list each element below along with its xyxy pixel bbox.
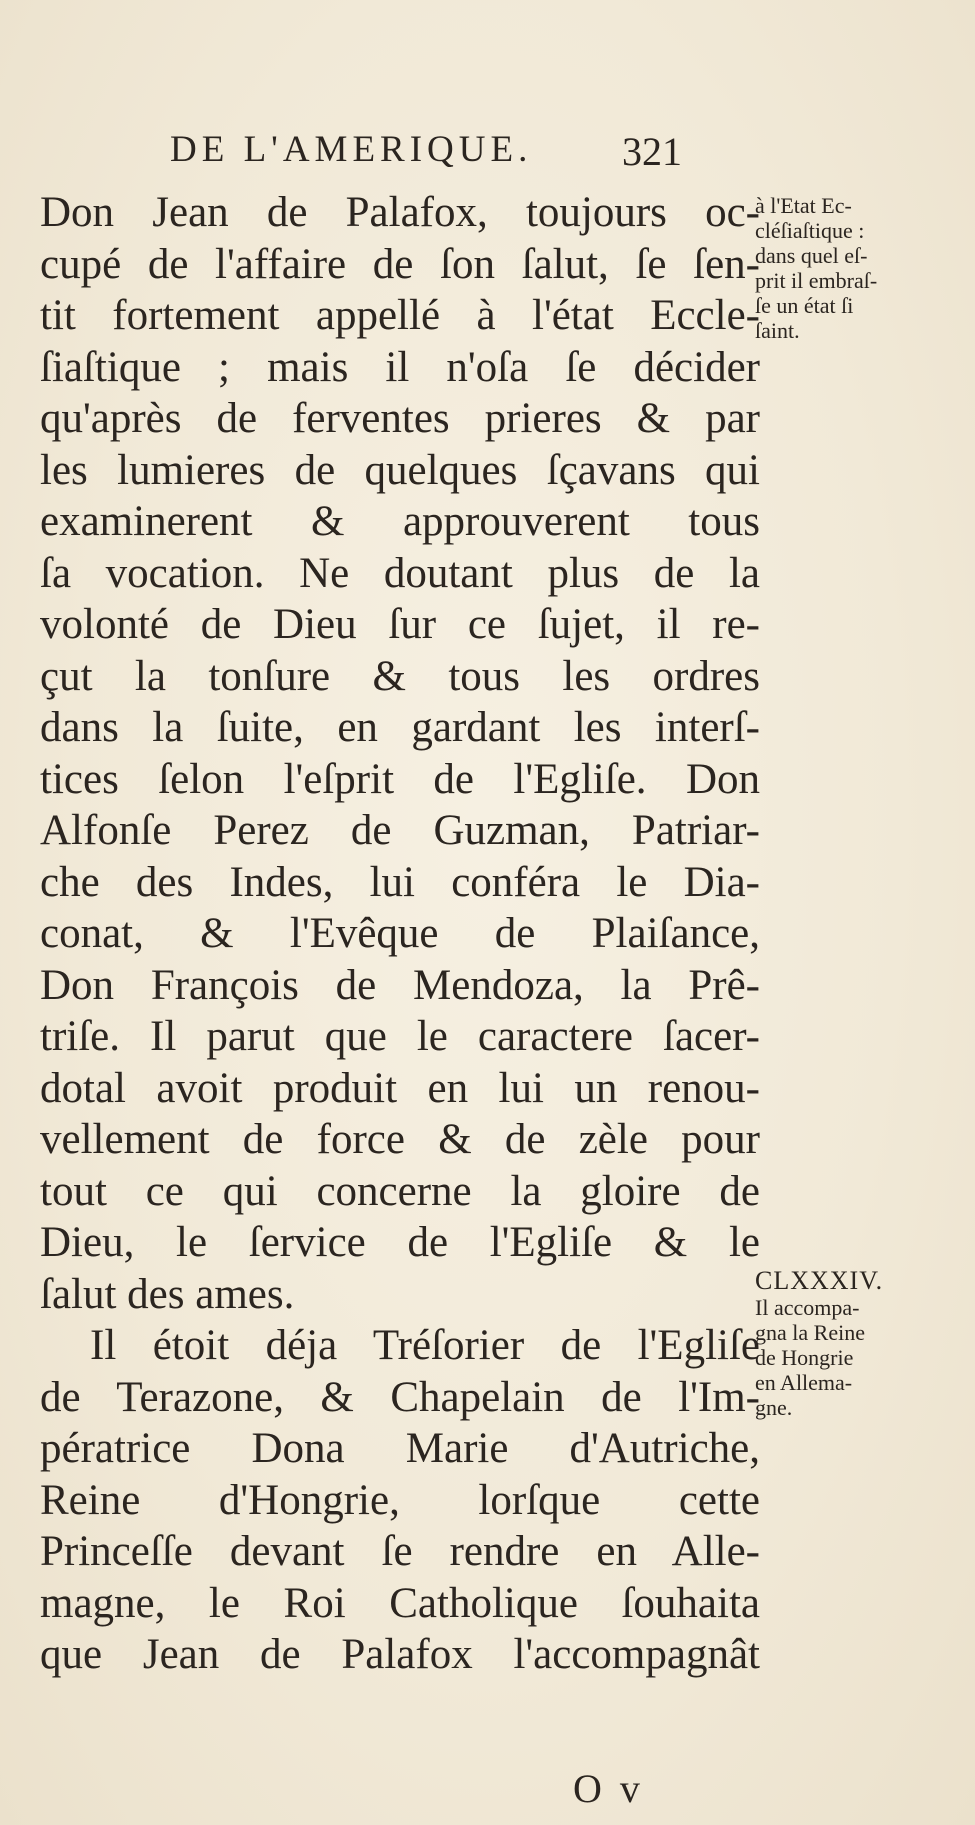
main-text — [40, 187, 760, 1681]
text-line: che des Indes, lui conféra le Dia- — [40, 858, 760, 906]
text-line: volonté de Dieu ſur ce ſujet, il re- — [40, 601, 760, 648]
margin-note-line: à l'Etat Ec- — [755, 193, 852, 218]
margin-note-line: Il accompa- — [755, 1295, 860, 1320]
text-line: Don François de Mendoza, la Prê- — [40, 961, 760, 1009]
paragraph-start-line: Il étoit déja Tréſorier de l'Egliſe — [90, 1322, 760, 1369]
margin-note-line: prit il embraſ- — [755, 268, 878, 293]
text-line: vellement de force & de zèle pour — [40, 1116, 760, 1163]
text-line: çut la tonſure & tous les ordres — [40, 652, 760, 700]
margin-note-line: gne. — [755, 1395, 793, 1420]
text-line: ſa vocation. Ne doutant plus de la — [40, 549, 760, 597]
margin-note-line: en Allema- — [755, 1370, 853, 1395]
text-line: Dieu, le ſervice de l'Egliſe & le — [40, 1219, 760, 1266]
text-line: Reine d'Hongrie, lorſque cette — [40, 1476, 760, 1524]
text-line: examinerent & approuverent tous — [40, 498, 760, 545]
text-line: ſiaſtique ; mais il n'oſa ſe décider — [40, 343, 760, 391]
text-line: tit fortement appellé à l'état Eccle- — [40, 292, 760, 339]
text-line: Alfonſe Perez de Guzman, Patriar- — [40, 807, 760, 854]
section-number: CLXXXIV. — [755, 1266, 884, 1295]
text-line: de Terazone, & Chapelain de l'Im- — [40, 1373, 760, 1421]
margin-note-vocation — [755, 193, 955, 343]
margin-note-line: cléſiaſtique : — [755, 218, 865, 243]
text-line: tout ce qui concerne la gloire de — [40, 1167, 760, 1215]
running-title: DE L'AMERIQUE. — [170, 129, 533, 170]
margin-note-line: gna la Reine — [755, 1320, 865, 1345]
text-line: qu'après de ferventes prieres & par — [40, 395, 760, 442]
text-line: cupé de l'affaire de ſon ſalut, ſe ſen- — [40, 240, 760, 288]
text-line: Don Jean de Palafox, toujours oc- — [40, 189, 760, 236]
text-line: tices ſelon l'eſprit de l'Egliſe. Don — [40, 755, 760, 803]
page-header — [160, 128, 760, 188]
text-line: ſalut des ames. — [40, 1270, 295, 1318]
text-line: les lumieres de quelques ſçavans qui — [40, 446, 760, 494]
margin-note-section — [755, 1268, 955, 1420]
page-number: 321 — [622, 129, 682, 174]
text-line: dans la ſuite, en gardant les interſ- — [40, 704, 760, 751]
text-line: triſe. Il parut que le caractere ſacer- — [40, 1013, 760, 1060]
signature-mark: O v — [573, 1766, 644, 1811]
text-line: pératrice Dona Marie d'Autriche, — [40, 1425, 760, 1472]
margin-note-line: ſaint. — [755, 318, 800, 343]
margin-note-line: de Hongrie — [755, 1345, 854, 1370]
margin-note-line: dans quel eſ- — [755, 243, 868, 268]
text-line: que Jean de Palafox l'accompagnât — [40, 1631, 760, 1678]
text-line: dotal avoit produit en lui un renou- — [40, 1064, 760, 1112]
text-line: magne, le Roi Catholique ſouhaita — [40, 1579, 760, 1627]
margin-note-line: ſe un état ſi — [755, 293, 854, 318]
text-line: conat, & l'Evêque de Plaiſance, — [40, 910, 760, 957]
text-line: Princeſſe devant ſe rendre en Alle- — [40, 1528, 760, 1575]
